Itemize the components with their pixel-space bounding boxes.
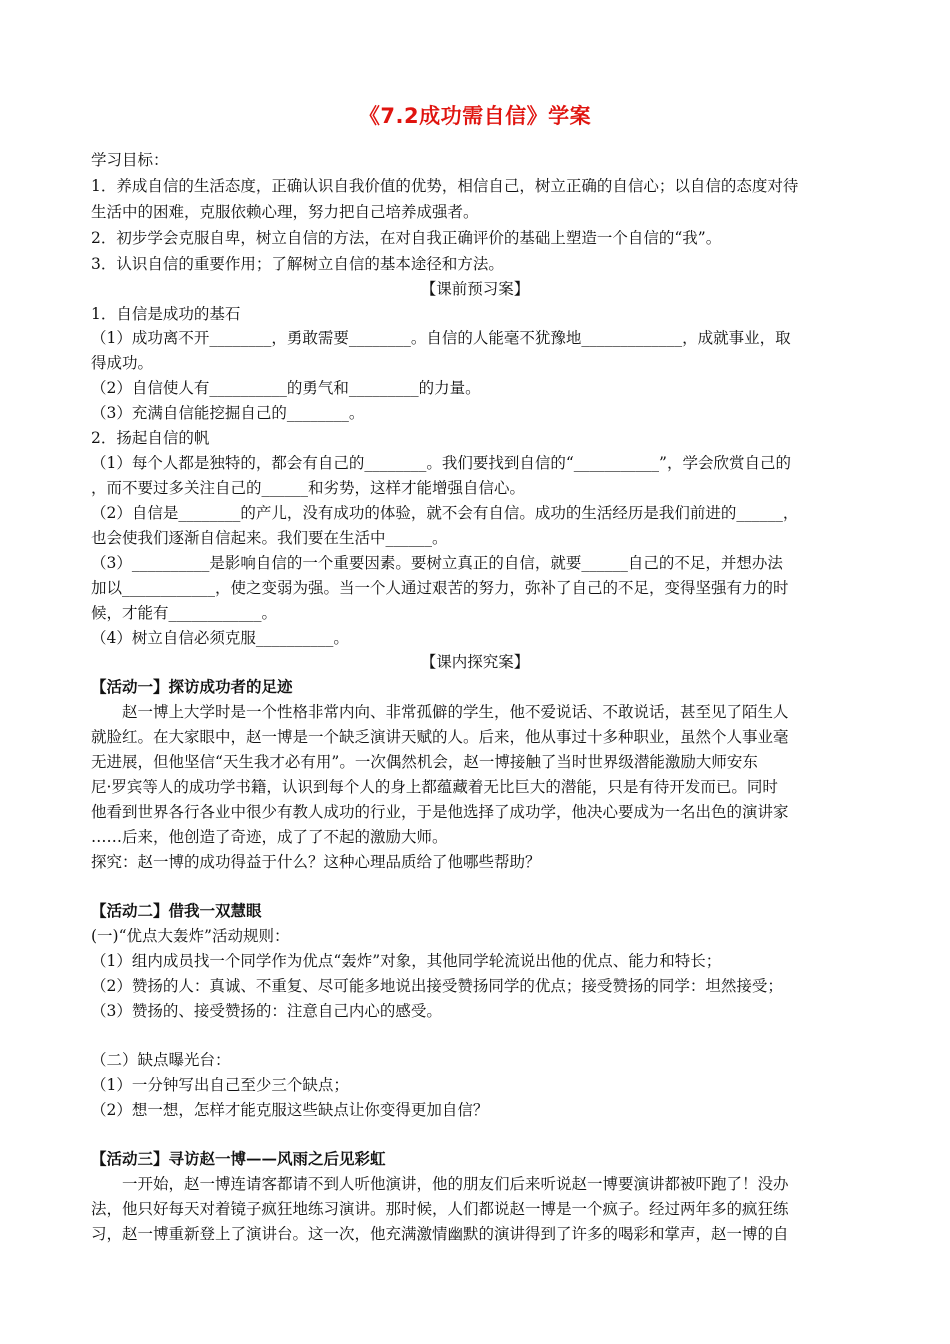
story-paragraph-line: 一开始，赵一博连请客都请不到人听他演讲，他的朋友们后来听说赵一博要演讲都被吓跑了！没办 bbox=[122, 1175, 789, 1193]
question-line: 得成功。 bbox=[91, 354, 154, 372]
objective-2: 2．初步学会克服自卑，树立自信的方法，在对自我正确评价的基础上塑造一个自信的“我”。 bbox=[91, 229, 722, 247]
preview-topic-2: 2．扬起自信的帆 bbox=[91, 429, 210, 447]
shortcomings-item: （1）一分钟写出自己至少三个缺点； bbox=[91, 1076, 349, 1094]
preview-topic-1: 1．自信是成功的基石 bbox=[91, 305, 241, 323]
activity-1-heading: 【活动一】探访成功者的足迹 bbox=[91, 677, 293, 696]
objectives-heading: 学习目标： bbox=[91, 151, 169, 169]
question-line: （3）充满自信能挖掘自己的________。 bbox=[91, 404, 365, 422]
activity-rules-heading: (一)“优点大轰炸”活动规则： bbox=[91, 927, 290, 945]
story-paragraph-line: 法，他只好每天对着镜子疯狂地练习演讲。那时候，人们都说赵一博是一个疯子。经过两年多的疯狂练 bbox=[91, 1200, 789, 1218]
question-line: 候，才能有____________。 bbox=[91, 604, 278, 622]
activity-2-heading: 【活动二】借我一双慧眼 bbox=[91, 901, 262, 920]
question-line: 也会使我们逐渐自信起来。我们要在生活中______。 bbox=[91, 529, 448, 547]
story-paragraph-line: 尼·罗宾等人的成功学书籍，认识到每个人的身上都蕴藏着无比巨大的潜能，只是有待开发而已。同时 bbox=[91, 778, 778, 796]
rule-item: （1）组内成员找一个同学作为优点“轰炸”对象，其他同学轮流说出他的优点、能力和特长； bbox=[91, 952, 722, 970]
question-line: （2）自信使人有__________的勇气和_________的力量。 bbox=[91, 379, 481, 397]
objective-1: 1．养成自信的生活态度，正确认识自我价值的优势，相信自己，树立正确的自信心；以自信的态度对待 bbox=[91, 177, 799, 195]
shortcomings-heading: （二）缺点曝光台： bbox=[91, 1051, 231, 1069]
story-paragraph-line: 无进展，但他坚信“天生我才必有用”。一次偶然机会，赵一博接触了当时世界级潜能激励大师安东 bbox=[91, 753, 758, 771]
question-line: （3）__________是影响自信的一个重要因素。要树立真正的自信，就要______自己的不足，并想办法 bbox=[91, 554, 783, 572]
question-line: （4）树立自信必须克服__________。 bbox=[91, 629, 349, 647]
story-paragraph-line: ……后来，他创造了奇迹，成了了不起的激励大师。 bbox=[91, 828, 448, 846]
page-title: 《7.2成功需自信》学案 bbox=[358, 104, 592, 128]
question-line: （1）每个人都是独特的，都会有自己的________。我们要找到自信的“___________”，学会欣赏自己的 bbox=[91, 454, 791, 472]
activity-3-heading: 【活动三】寻访赵一博——风雨之后见彩虹 bbox=[91, 1149, 386, 1168]
story-paragraph-line: 习，赵一博重新登上了演讲台。这一次，他充满激情幽默的演讲得到了许多的喝彩和掌声，赵一博的自 bbox=[91, 1225, 789, 1243]
question-line: 加以____________，使之变弱为强。当一个人通过艰苦的努力，弥补了自己的不足，变得坚强有力的时 bbox=[91, 579, 789, 597]
preview-section-heading: 【课前预习案】 bbox=[420, 280, 530, 298]
story-paragraph-line: 赵一博上大学时是一个性格非常内向、非常孤僻的学生，他不爱说话、不敢说话，甚至见了陌生人 bbox=[122, 703, 789, 721]
rule-item: （3）赞扬的、接受赞扬的：注意自己内心的感受。 bbox=[91, 1002, 442, 1020]
inquiry-section-heading: 【课内探究案】 bbox=[420, 653, 530, 671]
question-line: （1）成功离不开________，勇敢需要________。自信的人能毫不犹豫地_____________，成就事业，取 bbox=[91, 329, 791, 347]
rule-item: （2）赞扬的人：真诚、不重复、尽可能多地说出接受赞扬同学的优点；接受赞扬的同学：坦然接受； bbox=[91, 977, 783, 995]
objective-3: 3．认识自信的重要作用；了解树立自信的基本途径和方法。 bbox=[91, 255, 504, 273]
objective-1-cont: 生活中的困难，克服依赖心理，努力把自己培养成强者。 bbox=[91, 203, 479, 221]
story-paragraph-line: 他看到世界各行各业中很少有教人成功的行业，于是他选择了成功学，他决心要成为一名出色的演讲家 bbox=[91, 803, 789, 821]
inquiry-question: 探究：赵一博的成功得益于什么？这种心理品质给了他哪些帮助？ bbox=[91, 853, 541, 871]
story-paragraph-line: 就脸红。在大家眼中，赵一博是一个缺乏演讲天赋的人。后来，他从事过十多种职业，虽然个人事业毫 bbox=[91, 728, 789, 746]
shortcomings-item: （2）想一想，怎样才能克服这些缺点让你变得更加自信？ bbox=[91, 1101, 489, 1119]
question-line: （2）自信是________的产儿，没有成功的体验，就不会有自信。成功的生活经历是我们前进的______， bbox=[91, 504, 799, 522]
question-line: ，而不要过多关注自己的______和劣势，这样才能增强自信心。 bbox=[91, 479, 526, 497]
